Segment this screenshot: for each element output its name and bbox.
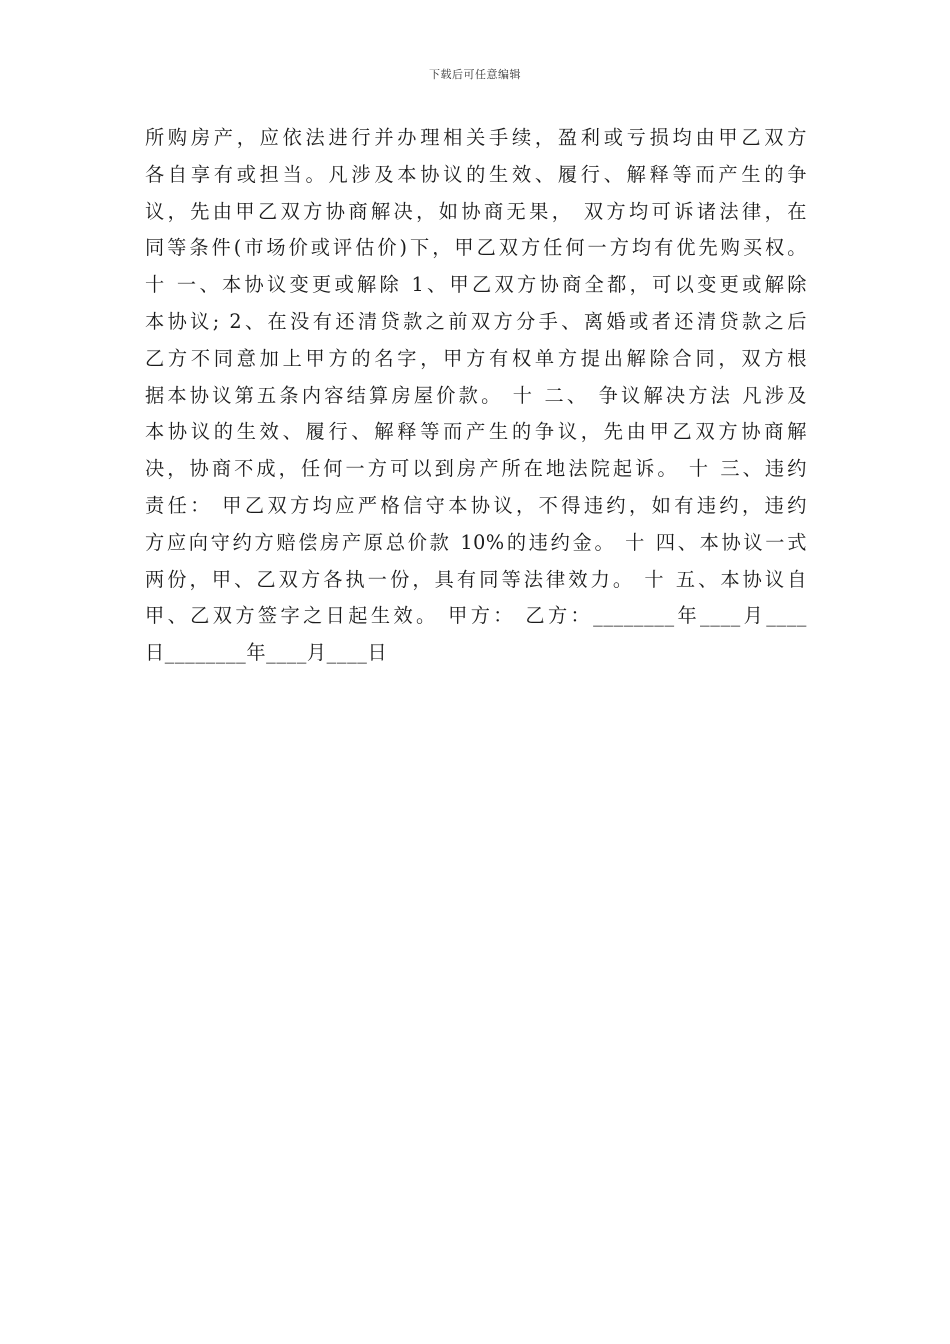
body-line-15: 日________年____月____日	[145, 641, 388, 665]
body-line-7: 乙方不同意加上甲方的名字，甲方有权单方提出解除合同，双方根	[145, 346, 807, 370]
body-line-14: 甲、乙双方签字之日起生效。 甲方： 乙方：________年____月____	[145, 604, 807, 628]
body-line-11: 责任： 甲乙双方均应严格信守本协议，不得违约，如有违约，违约	[145, 493, 807, 517]
body-line-2: 各自享有或担当。凡涉及本协议的生效、履行、解释等而产生的争	[145, 162, 807, 186]
body-line-6: 本协议; 2、在没有还清贷款之前双方分手、离婚或者还清贷款之后	[145, 309, 807, 333]
body-line-4: 同等条件(市场价或评估价)下，甲乙双方任何一方均有优先购买权。	[145, 236, 807, 260]
body-line-8: 据本协议第五条内容结算房屋价款。 十 二、 争议解决方法 凡涉及	[145, 383, 807, 407]
agreement-body-text	[145, 120, 807, 672]
body-line-5: 十 一、本协议变更或解除 1、甲乙双方协商全都，可以变更或解除	[145, 273, 807, 297]
body-line-12: 方应向守约方赔偿房产原总价款 10%的违约金。 十 四、本协议一式	[145, 530, 807, 554]
body-line-9: 本协议的生效、履行、解释等而产生的争议，先由甲乙双方协商解	[145, 420, 807, 444]
body-line-1: 所购房产，应依法进行并办理相关手续，盈利或亏损均由甲乙双方	[145, 126, 807, 149]
body-line-3: 议，先由甲乙双方协商解决，如协商无果， 双方均可诉诸法律，在	[145, 199, 807, 223]
body-line-13: 两份，甲、乙双方各执一份，具有同等法律效力。 十 五、本协议自	[145, 567, 807, 591]
body-line-10: 决，协商不成，任何一方可以到房产所在地法院起诉。 十 三、违约	[145, 457, 807, 481]
page-header-note: 下载后可任意编辑	[429, 68, 521, 81]
